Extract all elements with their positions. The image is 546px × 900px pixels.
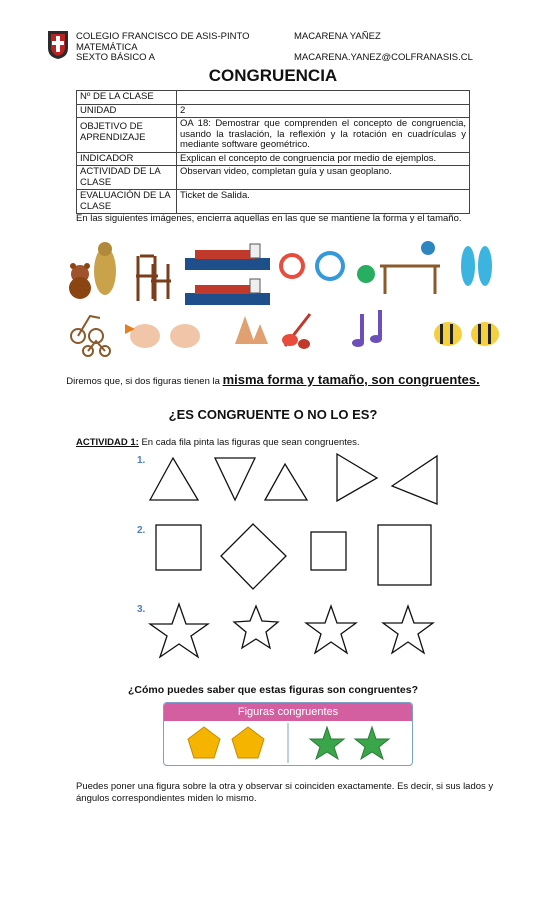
tricycle-icon	[71, 316, 103, 343]
square-shape	[156, 525, 201, 570]
row-number: 3.	[137, 604, 146, 615]
desk-icon	[380, 266, 440, 294]
subject: MATEMÁTICA	[76, 41, 138, 53]
statement-emphasis: misma forma y tamaño, son congruentes.	[222, 372, 480, 387]
activity-line	[76, 437, 360, 448]
table-value: Observan video, completan guía y usan geoplano.	[177, 166, 470, 190]
table-row	[77, 190, 470, 214]
chair-icon	[151, 264, 171, 299]
triangle-shape	[392, 456, 437, 504]
star-shape	[310, 727, 344, 759]
clipart-collage	[60, 236, 510, 361]
clock-icon	[315, 251, 345, 281]
table-value	[177, 91, 470, 105]
clock-icon	[279, 253, 305, 279]
page-title: CONGRUENCIA	[208, 66, 338, 85]
teacher-name: MACARENA YAÑEZ	[294, 31, 381, 42]
ship-icon	[185, 279, 270, 305]
table-row	[77, 104, 470, 118]
star-shape	[150, 604, 208, 657]
cone-icon	[235, 316, 268, 344]
globe-icon	[357, 265, 375, 283]
table-value: Explican el concepto de congruencia por medio de ejemplos.	[177, 152, 470, 166]
pig-icon	[170, 324, 200, 348]
table-key: ACTIVIDAD DE LA CLASE	[77, 166, 177, 190]
box-title: Figuras congruentes	[164, 703, 412, 721]
congruent-figures-box	[163, 702, 413, 766]
music-note-icon	[352, 310, 382, 347]
activity-shapes[interactable]	[145, 452, 445, 662]
triangle-shape	[150, 458, 198, 500]
star-shape	[306, 606, 356, 653]
table-key: INDICADOR	[77, 152, 177, 166]
pentagon-shape	[188, 727, 220, 758]
table-value: Ticket de Salida.	[177, 190, 470, 214]
bee-icon	[471, 322, 499, 346]
school-name: COLEGIO FRANCISCO DE ASIS-PINTO	[76, 31, 250, 42]
bear-icon	[94, 242, 116, 295]
teddy-bear-icon	[69, 263, 91, 299]
table-row	[77, 152, 470, 166]
question-how: ¿Cómo puedes saber que estas figuras son congruentes?	[128, 684, 418, 696]
activity-label: ACTIVIDAD 1:	[76, 437, 139, 448]
table-row	[77, 118, 470, 153]
flip-flops-icon	[461, 246, 492, 286]
table-row	[77, 166, 470, 190]
row-number: 1.	[137, 455, 146, 466]
triangle-shape	[337, 454, 377, 501]
square-shape	[378, 525, 431, 585]
example-shapes	[164, 721, 412, 765]
table-key: EVALUACIÓN DE LA CLASE	[77, 190, 177, 214]
star-shape	[234, 606, 278, 648]
ship-icon	[185, 244, 270, 270]
activity-text: En cada fila pinta las figuras que sean congruentes.	[138, 437, 360, 448]
school-crest	[47, 30, 69, 60]
pig-icon	[125, 324, 160, 348]
chair-icon	[136, 256, 158, 301]
bee-icon	[434, 322, 462, 346]
statement-prefix: Diremos que, si dos figuras tienen la	[66, 376, 223, 387]
section-question: ¿ES CONGRUENTE O NO LO ES?	[168, 407, 378, 422]
table-key: Nº DE LA CLASE	[77, 91, 177, 105]
star-shape	[383, 606, 433, 653]
pentagon-shape	[232, 727, 264, 758]
congruence-statement	[0, 372, 546, 387]
closing-paragraph: Puedes poner una figura sobre la otra y observar si coinciden exactamente. Es decir, si sus lados y ángulos correspondientes miden lo mismo.	[76, 781, 494, 804]
square-shape	[221, 524, 286, 589]
table-key: UNIDAD	[77, 104, 177, 118]
teacher-email: MACARENA.YANEZ@COLFRANASIS.CL	[294, 52, 473, 63]
grade: SEXTO BÁSICO A	[76, 52, 156, 63]
guitar-icon	[282, 314, 310, 349]
star-shape	[355, 727, 389, 759]
table-key: OBJETIVO DE APRENDIZAJE	[77, 118, 177, 153]
table-value: 2	[177, 104, 470, 118]
triangle-shape	[215, 458, 255, 500]
table-value: OA 18: Demostrar que comprenden el concepto de congruencia, usando la traslación, la reflexión y la rotación en cuadrículas y mediante software geométrico.	[177, 118, 470, 153]
table-row	[77, 91, 470, 105]
row-number: 2.	[137, 525, 146, 536]
triangle-shape	[265, 464, 307, 500]
class-info-table	[76, 90, 470, 214]
instruction-images: En las siguientes imágenes, encierra aquellas en las que se mantiene la forma y el tamaño.	[76, 213, 462, 224]
square-shape	[311, 532, 346, 570]
